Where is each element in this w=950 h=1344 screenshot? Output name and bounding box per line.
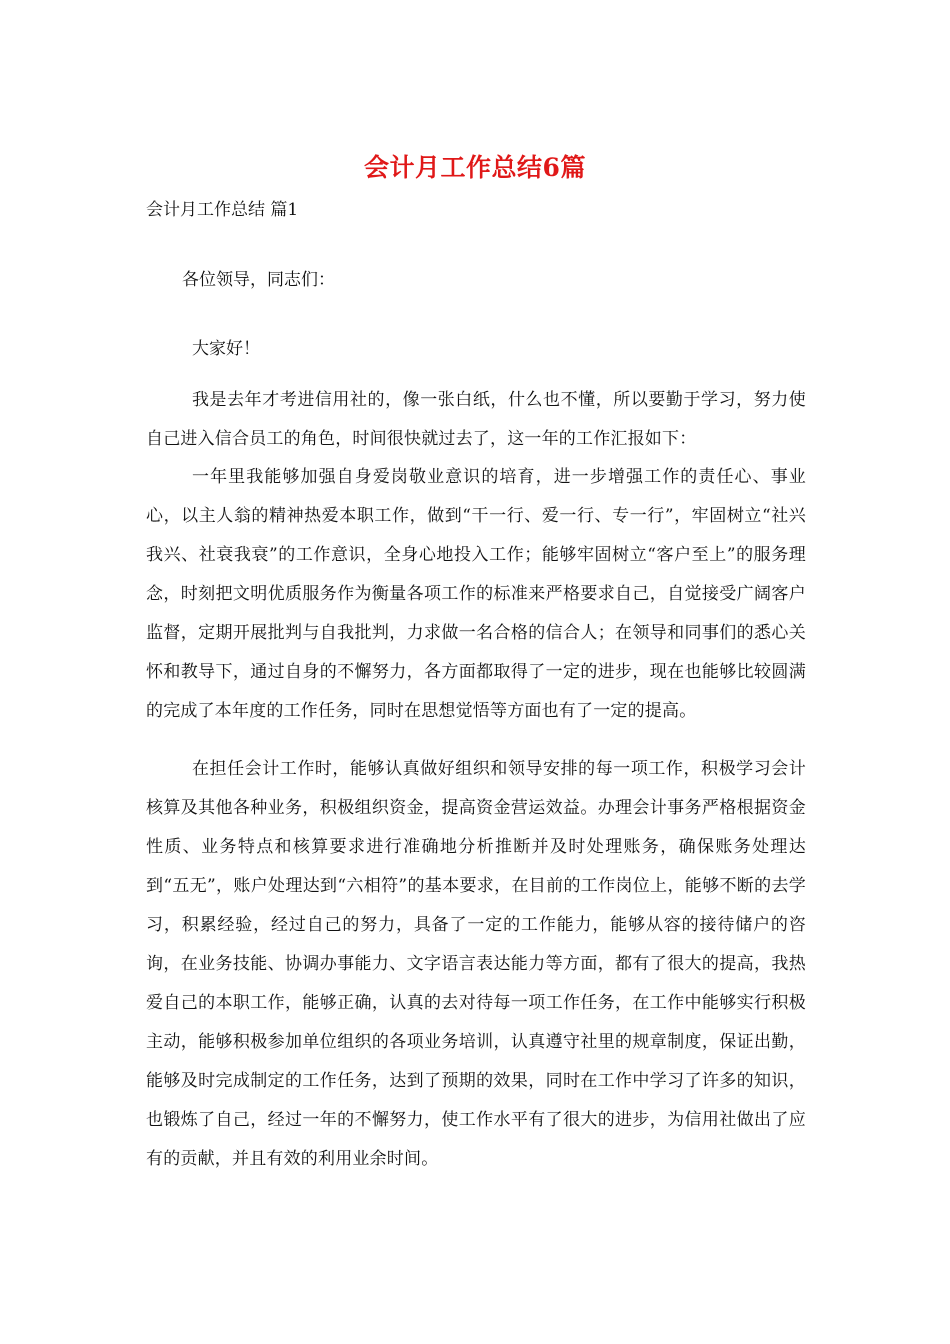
document-title: 会计月工作总结6篇 bbox=[364, 153, 586, 182]
greeting: 大家好！ bbox=[192, 339, 260, 359]
salutation: 各位领导，同志们： bbox=[182, 270, 335, 290]
paragraph-3: 在担任会计工作时，能够认真做好组织和领导安排的每一项工作，积极学习会计核算及其他各种业务，积极组织资金，提高资金营运效益。办理会计事务严格根据资金性质、业务特点和核算要求进行准确地分析推断并及时处理账务，确保账务处理达到“五无”，账户处理达到“六相符”的基本要求，在目前的工作岗位上，能够不断的去学习，积累经验，经过自己的努力，具备了一定的工作能力，能够从容的接待储户的咨询，在业务技能、协调办事能力、文字语言表达能力等方面，都有了很大的提高，我热爱自己的本职工作，能够正确，认真的去对待每一项工作任务，在工作中能够实行积极主动，能够积极参加单位组织的各项业务培训，认真遵守社里的规章制度，保证出勤，能够及时完成制定的工作任务，达到了预期的效果，同时在工作中学习了许多的知识，也锻炼了自己，经过一年的不懈努力，使工作水平有了很大的进步，为信用社做出了应有的贡献，并且有效的利用业余时间。 bbox=[146, 759, 806, 1169]
paragraph-1: 我是去年才考进信用社的，像一张白纸，什么也不懂，所以要勤于学习，努力使自己进入信合员工的角色，时间很快就过去了，这一年的工作汇报如下： bbox=[146, 390, 806, 449]
section-heading: 会计月工作总结 篇1 bbox=[146, 200, 299, 220]
paragraph-2: 一年里我能够加强自身爱岗敬业意识的培育，进一步增强工作的责任心、事业心，以主人翁的精神热爱本职工作，做到“干一行、爱一行、专一行”，牢固树立“社兴我兴、社衰我衰”的工作意识，全身心地投入工作；能够牢固树立“客户至上”的服务理念，时刻把文明优质服务作为衡量各项工作的标准来严格要求自己，自觉接受广阔客户监督，定期开展批判与自我批判，力求做一名合格的信合人；在领导和同事们的悉心关怀和教导下，通过自身的不懈努力，各方面都取得了一定的进步，现在也能够比较圆满的完成了本年度的工作任务，同时在思想觉悟等方面也有了一定的提高。 bbox=[146, 467, 806, 721]
